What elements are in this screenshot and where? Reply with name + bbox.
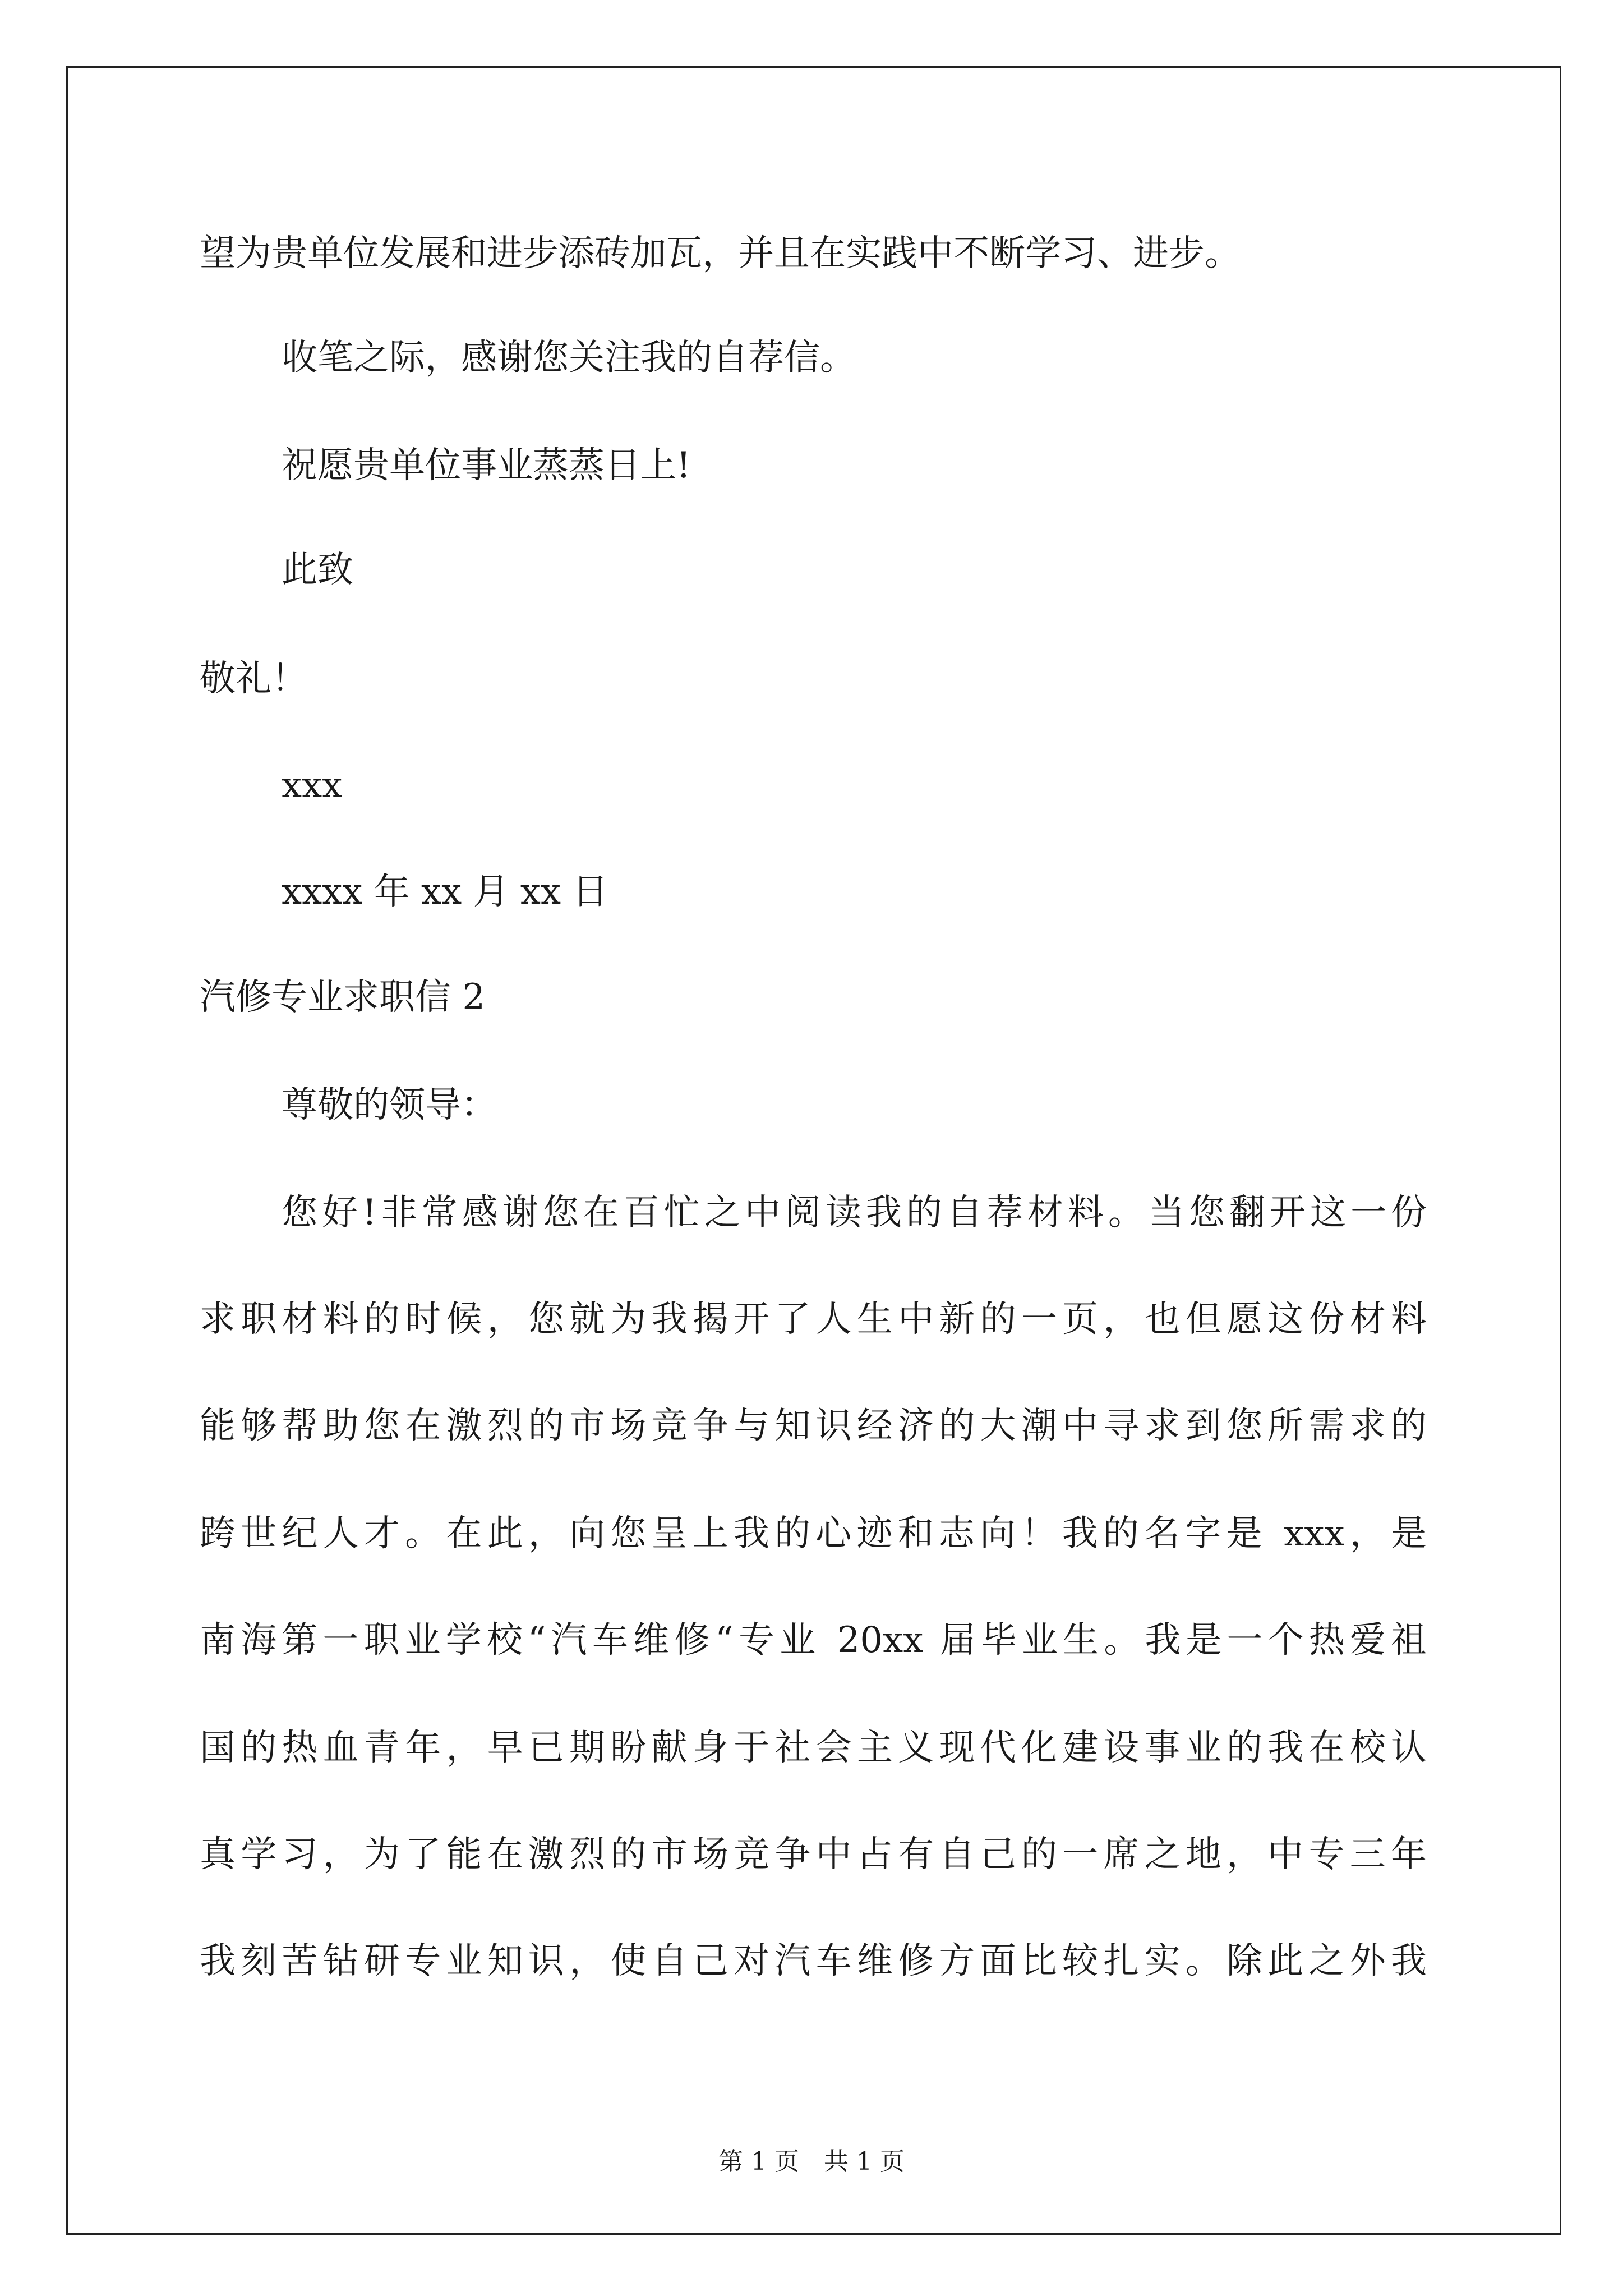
page-number-footer: 第 1 页 共 1 页 <box>718 2147 905 2176</box>
text-line-5: 敬礼！ <box>200 658 307 700</box>
signature-date: xxxx 年 xx 月 xx 日 <box>282 871 608 913</box>
salutation: 尊敬的领导： <box>282 1084 497 1126</box>
paragraph-line-8: 我刻苦钻研专业知识，使自己对汽车维修方面比较扎实。除此之外我 <box>200 1940 1427 1982</box>
section-title: 汽修专业求职信 2 <box>200 977 486 1018</box>
page-border <box>66 66 1561 2235</box>
paragraph-line-3: 能够帮助您在激烈的市场竞争与知识经济的大潮中寻求到您所需求的 <box>200 1405 1427 1447</box>
paragraph-line-1: 您好!非常感谢您在百忙之中阅读我的自荐材料。当您翻开这一份 <box>282 1192 1427 1234</box>
paragraph-line-6: 国的热血青年，早已期盼献身于社会主义现代化建设事业的我在校认 <box>200 1727 1427 1769</box>
text-line-3: 祝愿贵单位事业蒸蒸日上! <box>282 445 691 486</box>
paragraph-line-5: 南海第一职业学校“汽车维修“专业 20xx 届毕业生。我是一个热爱祖 <box>200 1619 1427 1661</box>
text-line-4: 此致 <box>282 549 353 591</box>
text-line-1: 望为贵单位发展和进步添砖加瓦，并且在实践中不断学习、进步。 <box>200 233 1241 274</box>
text-line-2: 收笔之际，感谢您关注我的自荐信。 <box>282 337 856 379</box>
paragraph-line-2: 求职材料的时候，您就为我揭开了人生中新的一页，也但愿这份材料 <box>200 1299 1427 1340</box>
paragraph-line-4: 跨世纪人才。在此，向您呈上我的心迹和志向！我的名字是 xxx，是 <box>200 1513 1427 1554</box>
paragraph-line-7: 真学习，为了能在激烈的市场竞争中占有自己的一席之地，中专三年 <box>200 1834 1427 1875</box>
signature-name: xxx <box>282 765 343 806</box>
